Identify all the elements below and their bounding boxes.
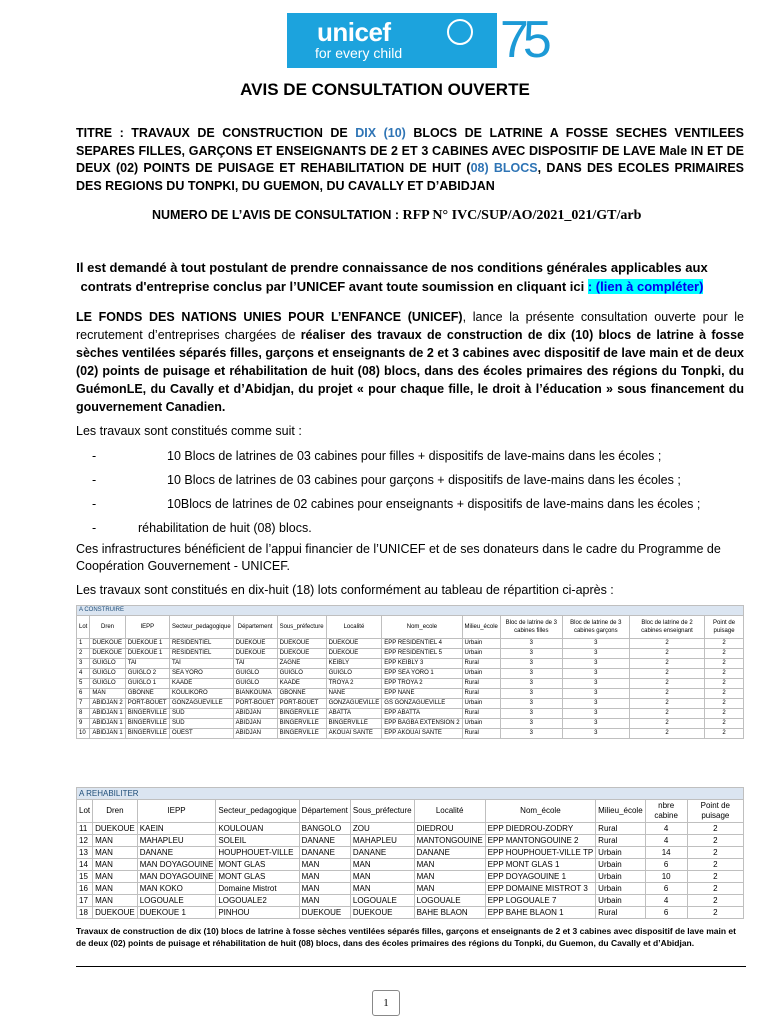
table-cell: EPP TROYA 2 xyxy=(382,679,462,689)
table-cell: 2 xyxy=(629,649,704,659)
table-row xyxy=(77,669,744,679)
intro-paragraph: LE FONDS DES NATIONS UNIES POUR L’ENFANCE (UNICEF), lance la présente consultation ouverte pour le recrutement d’entreprises chargées de réaliser des travaux de construction de dix (10) blocs de latrine à fosse sèches ventilées séparés filles, garçons et enseignants de 2 et 3 cabines avec dispositif de lave main et de deux (02) points de puisage et réhabilitation de huit (08) blocs, dans des écoles primaires des régions du Tonpki, du GuémonLE, du Cavally et d’Abidjan, du projet « pour chaque fille, le droit à l’éducation » sous financement du gouvernement Canadien. xyxy=(76,310,744,414)
table-cell: DANANE xyxy=(299,847,350,859)
table-cell: 3 xyxy=(500,699,562,709)
table-cell: 2 xyxy=(687,859,743,871)
table-cell: Urbain xyxy=(462,699,500,709)
table-cell: 2 xyxy=(705,729,744,739)
table-cell: LOGOUALE xyxy=(350,895,414,907)
table-cell: 3 xyxy=(562,709,629,719)
table-cell: MAN xyxy=(93,847,138,859)
table-row xyxy=(77,907,744,919)
table-cell: GUIGLO xyxy=(233,679,277,689)
table-cell: AKOUAI SANTE xyxy=(326,729,382,739)
table-cell: BINGERVILLE xyxy=(277,719,326,729)
table-cell: 3 xyxy=(500,729,562,739)
table-cell: DUEKOUE xyxy=(299,907,350,919)
table-cell: 3 xyxy=(562,689,629,699)
table-cell: EPP MONT GLAS 1 xyxy=(485,859,596,871)
table-header-cell: Département xyxy=(299,800,350,823)
table-cell: BANGOLO xyxy=(299,823,350,835)
titre: TITRE : TRAVAUX DE CONSTRUCTION DE DIX (10) BLOCS DE LATRINE A FOSSE SECHES VENTILEES SEPARES FILLES, GARÇONS ET ENSEIGNANTS DE 2 ET 3 CABINES AVEC DISPOSITIF DE LAVE Male IN ET DE DEUX (02) POINTS DE PUISAGE ET REHABILITATION DE HUIT (08) BLOCS, DANS DES ECOLES PRIMAIRES DES REGIONS DU TONPKI, DU GUEMON, DU CAVALLY ET D’ABIDJAN xyxy=(76,126,744,193)
table-cell: EPP NANE xyxy=(382,689,462,699)
table-cell: 6 xyxy=(645,907,687,919)
table-cell: ABIDJAN xyxy=(233,729,277,739)
table-cell: KAADE xyxy=(169,679,233,689)
table-header-cell: IEPP xyxy=(125,616,169,639)
lots-paragraph: Les travaux sont constitués en dix-huit (18) lots conformément au tableau de répartition ci-après : xyxy=(76,583,614,597)
table-cell: SUD xyxy=(169,719,233,729)
table-cell: 2 xyxy=(629,689,704,699)
table-cell: 3 xyxy=(562,659,629,669)
table-cell: MAN xyxy=(93,895,138,907)
table-cell: GUIGLO 2 xyxy=(125,669,169,679)
table-cell: 3 xyxy=(562,719,629,729)
table-cell: Rural xyxy=(596,835,645,847)
table-cell: BAHE BLAON xyxy=(414,907,485,919)
table-header-cell: IEPP xyxy=(137,800,216,823)
table-cell: DUEKOUE 1 xyxy=(137,907,216,919)
table-cell: SEA YORO xyxy=(169,669,233,679)
table-cell: 2 xyxy=(77,649,90,659)
table-header-cell: Secteur_pedagogique xyxy=(169,616,233,639)
table-cell: 2 xyxy=(629,669,704,679)
table-cell: NANE xyxy=(326,689,382,699)
table-cell: MAN xyxy=(414,859,485,871)
table-row xyxy=(77,895,744,907)
table-header-cell: Nom_école xyxy=(485,800,596,823)
table-cell: KOULIKORO xyxy=(169,689,233,699)
table-row xyxy=(77,679,744,689)
table-cell: MAN xyxy=(350,859,414,871)
table-cell: MAN xyxy=(90,689,125,699)
rehabilitation-table xyxy=(76,787,744,919)
table-cell: 18 xyxy=(77,907,93,919)
table-cell: EPP DOYAGOUINE 1 xyxy=(485,871,596,883)
table-cell: MAN xyxy=(350,871,414,883)
table-cell: 4 xyxy=(645,895,687,907)
table-cell: Rural xyxy=(462,729,500,739)
conditions-link[interactable]: : (lien à compléter) xyxy=(587,279,704,294)
table-cell: ABIDJAN xyxy=(233,719,277,729)
table-cell: PINHOU xyxy=(216,907,299,919)
table-cell: ZAGNE xyxy=(277,659,326,669)
table-row xyxy=(77,639,744,649)
table-cell: 14 xyxy=(77,859,93,871)
table-cell: ZOU xyxy=(350,823,414,835)
table-cell: GS GONZAGUEVILLE xyxy=(382,699,462,709)
table-cell: 3 xyxy=(500,649,562,659)
table-header-cell: nbre cabine xyxy=(645,800,687,823)
table-cell: DIEDROU xyxy=(414,823,485,835)
table-cell: GBONNE xyxy=(125,689,169,699)
table-row xyxy=(77,871,744,883)
table-cell: MAN DOYAGOUINE xyxy=(137,871,216,883)
table-cell: RESIDENTIEL xyxy=(169,649,233,659)
table-cell: 6 xyxy=(645,883,687,895)
table-cell: ABIDJAN xyxy=(233,709,277,719)
table-cell: EPP AKOUAI SANTE xyxy=(382,729,462,739)
table-cell: 4 xyxy=(77,669,90,679)
table-cell: Urbain xyxy=(596,871,645,883)
table-cell: GONZAGUEVILLE xyxy=(326,699,382,709)
table-cell: 2 xyxy=(705,719,744,729)
table-cell: 8 xyxy=(77,709,90,719)
table-cell: ABATTA xyxy=(326,709,382,719)
table-cell: 11 xyxy=(77,823,93,835)
table-cell: MAN xyxy=(350,883,414,895)
table-header-cell: Milieu_école xyxy=(462,616,500,639)
table-cell: GUIGLO 1 xyxy=(125,679,169,689)
table-cell: 2 xyxy=(687,907,743,919)
globe-icon xyxy=(447,19,473,45)
table-cell: SOLEIL xyxy=(216,835,299,847)
table-cell: HOUPHOUET-VILLE xyxy=(216,847,299,859)
rfp-number: RFP N° IVC/SUP/AO/2021_021/GT/arb xyxy=(402,208,642,223)
table-row xyxy=(77,659,744,669)
table-cell: Rural xyxy=(596,907,645,919)
list-dash: - xyxy=(92,473,97,487)
table-cell: EPP BAGBA EXTENSION 2 xyxy=(382,719,462,729)
construction-table xyxy=(76,605,744,739)
table-cell: PORT-BOUET xyxy=(277,699,326,709)
table-cell: 3 xyxy=(500,709,562,719)
table-header-cell: Lot xyxy=(77,616,90,639)
table-cell: DUEKOUE xyxy=(350,907,414,919)
table-header-cell: Bloc de latrine de 2 cabines enseignant xyxy=(629,616,704,639)
table-cell: Urbain xyxy=(596,859,645,871)
table-cell: MAN xyxy=(93,835,138,847)
table-cell: EPP DOMAINE MISTROT 3 xyxy=(485,883,596,895)
table-cell: 13 xyxy=(77,847,93,859)
table-cell: GBONNE xyxy=(277,689,326,699)
table-header-cell: Bloc de latrine de 3 cabines garçons xyxy=(562,616,629,639)
list-dash: - xyxy=(92,497,97,511)
table-cell: 2 xyxy=(687,883,743,895)
table-cell: Urbain xyxy=(462,669,500,679)
table-cell: 2 xyxy=(705,639,744,649)
table-cell: Rural xyxy=(462,659,500,669)
table-row xyxy=(77,823,744,835)
table-cell: 2 xyxy=(629,719,704,729)
table-cell: MAN xyxy=(299,871,350,883)
table-cell: TAÏ xyxy=(233,659,277,669)
table-cell: GUIGLO xyxy=(90,679,125,689)
table-cell: DUEKOUE xyxy=(277,649,326,659)
table-cell: 2 xyxy=(687,895,743,907)
table-cell: MONT GLAS xyxy=(216,859,299,871)
table-header-cell: Milieu_école xyxy=(596,800,645,823)
table-cell: KOULOUAN xyxy=(216,823,299,835)
table-cell: 2 xyxy=(629,659,704,669)
divider xyxy=(76,966,746,967)
page-number: 1 xyxy=(372,990,400,1016)
table-cell: BINGERVILLE xyxy=(125,709,169,719)
table-cell: 2 xyxy=(705,659,744,669)
table-cell: 10 xyxy=(77,729,90,739)
table-cell: MAN DOYAGOUINE xyxy=(137,859,216,871)
list-item: 10 Blocs de latrines de 03 cabines pour garçons + dispositifs de lave-mains dans les écoles ; xyxy=(167,473,681,487)
table-header-cell: Sous_préfecture xyxy=(277,616,326,639)
table-header-cell: Point de puisage xyxy=(705,616,744,639)
table-cell: 2 xyxy=(629,699,704,709)
table-cell: 3 xyxy=(562,649,629,659)
table-cell: EPP SEA YORO 1 xyxy=(382,669,462,679)
table-cell: DANANE xyxy=(137,847,216,859)
list-item: 10 Blocs de latrines de 03 cabines pour filles + dispositifs de lave-mains dans les écoles ; xyxy=(167,449,662,463)
table-cell: SUD xyxy=(169,709,233,719)
table-cell: MAN xyxy=(414,871,485,883)
table-cell: EPP LOGOUALE 7 xyxy=(485,895,596,907)
table-cell: LOGOUALE2 xyxy=(216,895,299,907)
demande-text: Il est demandé à tout postulant de prendre connaissance de nos conditions générales applicables aux contrats d'entreprise conclus par l’UNICEF avant toute soumission en cliquant ici : (lien à compléter) xyxy=(76,260,708,294)
list-dash: - xyxy=(92,449,97,463)
table-cell: Urbain xyxy=(596,847,645,859)
table-cell: Urbain xyxy=(596,883,645,895)
table-row xyxy=(77,729,744,739)
table-cell: 2 xyxy=(705,689,744,699)
table-cell: Urbain xyxy=(462,649,500,659)
table-row xyxy=(77,883,744,895)
table-cell: GONZAGUEVILLE xyxy=(169,699,233,709)
table-cell: Rural xyxy=(462,689,500,699)
table-cell: 3 xyxy=(500,719,562,729)
table-cell: MONT GLAS xyxy=(216,871,299,883)
table-cell: 3 xyxy=(500,689,562,699)
table-section-label: A REHABILITER xyxy=(77,788,744,800)
table-header-cell: Dren xyxy=(90,616,125,639)
table-cell: 3 xyxy=(562,639,629,649)
table-cell: MAN KOKO xyxy=(137,883,216,895)
table-cell: DANANE xyxy=(350,847,414,859)
list-item: réhabilitation de huit (08) blocs. xyxy=(138,521,312,535)
table-cell: MANTONGOUINE xyxy=(414,835,485,847)
table-cell: 2 xyxy=(687,823,743,835)
table-cell: DUEKOUE xyxy=(93,823,138,835)
table-cell: EPP DIEDROU-ZODRY xyxy=(485,823,596,835)
table-cell: Urbain xyxy=(462,719,500,729)
table-cell: DUEKOUE 1 xyxy=(125,649,169,659)
table-cell: EPP MANTONGOUINE 2 xyxy=(485,835,596,847)
page-title: AVIS DE CONSULTATION OUVERTE xyxy=(240,80,530,99)
table-cell: EPP HOUPHOUET-VILLE TP xyxy=(485,847,596,859)
table-cell: 5 xyxy=(77,679,90,689)
table-cell: GUIGLO xyxy=(277,669,326,679)
table-header-cell: Localité xyxy=(414,800,485,823)
table-cell: 9 xyxy=(77,719,90,729)
table-cell: 2 xyxy=(629,709,704,719)
table-cell: 2 xyxy=(629,729,704,739)
table-row xyxy=(77,709,744,719)
table-cell: 6 xyxy=(645,859,687,871)
table-cell: DANANE xyxy=(414,847,485,859)
table-cell: ABIDJAN 1 xyxy=(90,709,125,719)
table-cell: EPP ABATTA xyxy=(382,709,462,719)
table-cell: MAN xyxy=(93,871,138,883)
ces-paragraph: Ces infrastructures bénéficient de l’appui financier de l’UNICEF et de ses donateurs dans le cadre du Programme de Coopération Gouvernement - UNICEF. xyxy=(76,542,721,573)
table-cell: 2 xyxy=(687,835,743,847)
table-cell: LOGOUALE xyxy=(137,895,216,907)
table-header-cell: Localité xyxy=(326,616,382,639)
table-cell: MAHAPLEU xyxy=(137,835,216,847)
table-cell: BINGERVILLE xyxy=(326,719,382,729)
table-header-cell: Département xyxy=(233,616,277,639)
table-cell: BINGERVILLE xyxy=(277,709,326,719)
table-cell: 2 xyxy=(705,679,744,689)
table-cell: BINGERVILLE xyxy=(125,719,169,729)
table-cell: 14 xyxy=(645,847,687,859)
table-cell: PORT-BOUET xyxy=(233,699,277,709)
table-cell: EPP KEIBLY 3 xyxy=(382,659,462,669)
logo-brand: unicef xyxy=(317,17,391,47)
table-row xyxy=(77,859,744,871)
table-cell: DUEKOUE xyxy=(90,649,125,659)
table-cell: 4 xyxy=(645,835,687,847)
table-cell: 2 xyxy=(687,847,743,859)
table-cell: DUEKOUE xyxy=(277,639,326,649)
table-row xyxy=(77,649,744,659)
unicef-logo xyxy=(287,13,497,68)
table-cell: DUEKOUE 1 xyxy=(125,639,169,649)
table-row xyxy=(77,689,744,699)
logo-tagline: for every child xyxy=(315,45,403,61)
table-cell: DUEKOUE xyxy=(90,639,125,649)
table-cell: DANANE xyxy=(299,835,350,847)
table-cell: EPP RESIDENTIEL 5 xyxy=(382,649,462,659)
table-cell: BINGERVILLE xyxy=(277,729,326,739)
table-cell: MAN xyxy=(299,859,350,871)
table-cell: TAÏ xyxy=(169,659,233,669)
table-cell: KAADE xyxy=(277,679,326,689)
table-cell: MAHAPLEU xyxy=(350,835,414,847)
table-cell: LOGOUALE xyxy=(414,895,485,907)
table-cell: 3 xyxy=(562,699,629,709)
table-cell: 4 xyxy=(645,823,687,835)
footnote: Travaux de construction de dix (10) blocs de latrine à fosse sèches ventilées séparés filles, garçons et enseignants de 2 et 3 cabines avec dispositif de lave main et de deux (02) points de puisage et réhabilitation de huit (08) blocs, dans des écoles primaires des régions du Tonpki, du Guemon, du Cavally et d’Abidjan. xyxy=(76,926,736,948)
table-cell: 3 xyxy=(562,729,629,739)
table-cell: 3 xyxy=(500,679,562,689)
table-cell: Rural xyxy=(596,823,645,835)
table-cell: 2 xyxy=(687,871,743,883)
table-cell: 6 xyxy=(77,689,90,699)
table-cell: 2 xyxy=(629,679,704,689)
table-cell: Rural xyxy=(462,709,500,719)
table-cell: RESIDENTIEL xyxy=(169,639,233,649)
table-cell: KEIBLY xyxy=(326,659,382,669)
table-cell: 3 xyxy=(77,659,90,669)
table-cell: 1 xyxy=(77,639,90,649)
table-cell: Domaine Mistrot xyxy=(216,883,299,895)
table-cell: BINGERVILLE xyxy=(125,729,169,739)
table-cell: BIANKOUMA xyxy=(233,689,277,699)
table-cell: GUIGLO xyxy=(233,669,277,679)
table-cell: ABIDJAN 1 xyxy=(90,729,125,739)
table-cell: Urbain xyxy=(462,639,500,649)
table-cell: 2 xyxy=(705,649,744,659)
table-cell: GUIGLO xyxy=(326,669,382,679)
table-cell: DUEKOUE xyxy=(233,649,277,659)
table-cell: 15 xyxy=(77,871,93,883)
table-cell: ABIDJAN 2 xyxy=(90,699,125,709)
table-cell: 12 xyxy=(77,835,93,847)
table-cell: 2 xyxy=(705,699,744,709)
table-cell: 3 xyxy=(500,639,562,649)
table-cell: Rural xyxy=(462,679,500,689)
table-cell: MAN xyxy=(93,859,138,871)
table-cell: 3 xyxy=(500,659,562,669)
table-header-cell: Sous_préfecture xyxy=(350,800,414,823)
table-row xyxy=(77,835,744,847)
table-cell: MAN xyxy=(93,883,138,895)
table-cell: TAI xyxy=(125,659,169,669)
table-cell: ABIDJAN 1 xyxy=(90,719,125,729)
table-cell: OUEST xyxy=(169,729,233,739)
table-cell: MAN xyxy=(299,895,350,907)
list-item: 10Blocs de latrines de 02 cabines pour enseignants + dispositifs de lave-mains dans les écoles ; xyxy=(167,497,701,511)
table-cell: 3 xyxy=(500,669,562,679)
table-cell: DUEKOUE xyxy=(93,907,138,919)
table-cell: EPP BAHE BLAON 1 xyxy=(485,907,596,919)
numero-avis: NUMERO DE L’AVIS DE CONSULTATION : RFP N° IVC/SUP/AO/2021_021/GT/arb xyxy=(152,208,642,223)
table-cell: 7 xyxy=(77,699,90,709)
travaux-label: Les travaux sont constitués comme suit : xyxy=(76,424,302,438)
table-cell: MAN xyxy=(414,883,485,895)
table-cell: 17 xyxy=(77,895,93,907)
table-cell: DUEKOUE xyxy=(326,649,382,659)
table-cell: MAN xyxy=(299,883,350,895)
table-cell: 16 xyxy=(77,883,93,895)
table-cell: 2 xyxy=(705,709,744,719)
table-cell: 2 xyxy=(705,669,744,679)
table-cell: Urbain xyxy=(596,895,645,907)
table-header-cell: Lot xyxy=(77,800,93,823)
table-header-cell: Nom_ecole xyxy=(382,616,462,639)
table-section-label: A CONSTRUIRE xyxy=(77,606,744,616)
table-cell: GUIGLO xyxy=(90,669,125,679)
table-cell: DUEKOUE xyxy=(233,639,277,649)
table-cell: 10 xyxy=(645,871,687,883)
table-cell: 2 xyxy=(629,639,704,649)
table-cell: 3 xyxy=(562,679,629,689)
table-row xyxy=(77,847,744,859)
table-header-cell: Secteur_pedagogique xyxy=(216,800,299,823)
table-header-cell: Dren xyxy=(93,800,138,823)
table-cell: EPP RESIDENTIEL 4 xyxy=(382,639,462,649)
list-dash: - xyxy=(92,521,97,535)
table-header-cell: Bloc de latrine de 3 cabines filles xyxy=(500,616,562,639)
table-row xyxy=(77,719,744,729)
table-row xyxy=(77,699,744,709)
table-cell: TROYA 2 xyxy=(326,679,382,689)
table-cell: KAEIN xyxy=(137,823,216,835)
anniversary-logo: 75 xyxy=(500,11,546,69)
table-cell: GUIGLO xyxy=(90,659,125,669)
table-cell: PORT-BOUET xyxy=(125,699,169,709)
table-cell: DUEKOUE xyxy=(326,639,382,649)
table-cell: 3 xyxy=(562,669,629,679)
table-header-cell: Point de puisage xyxy=(687,800,743,823)
